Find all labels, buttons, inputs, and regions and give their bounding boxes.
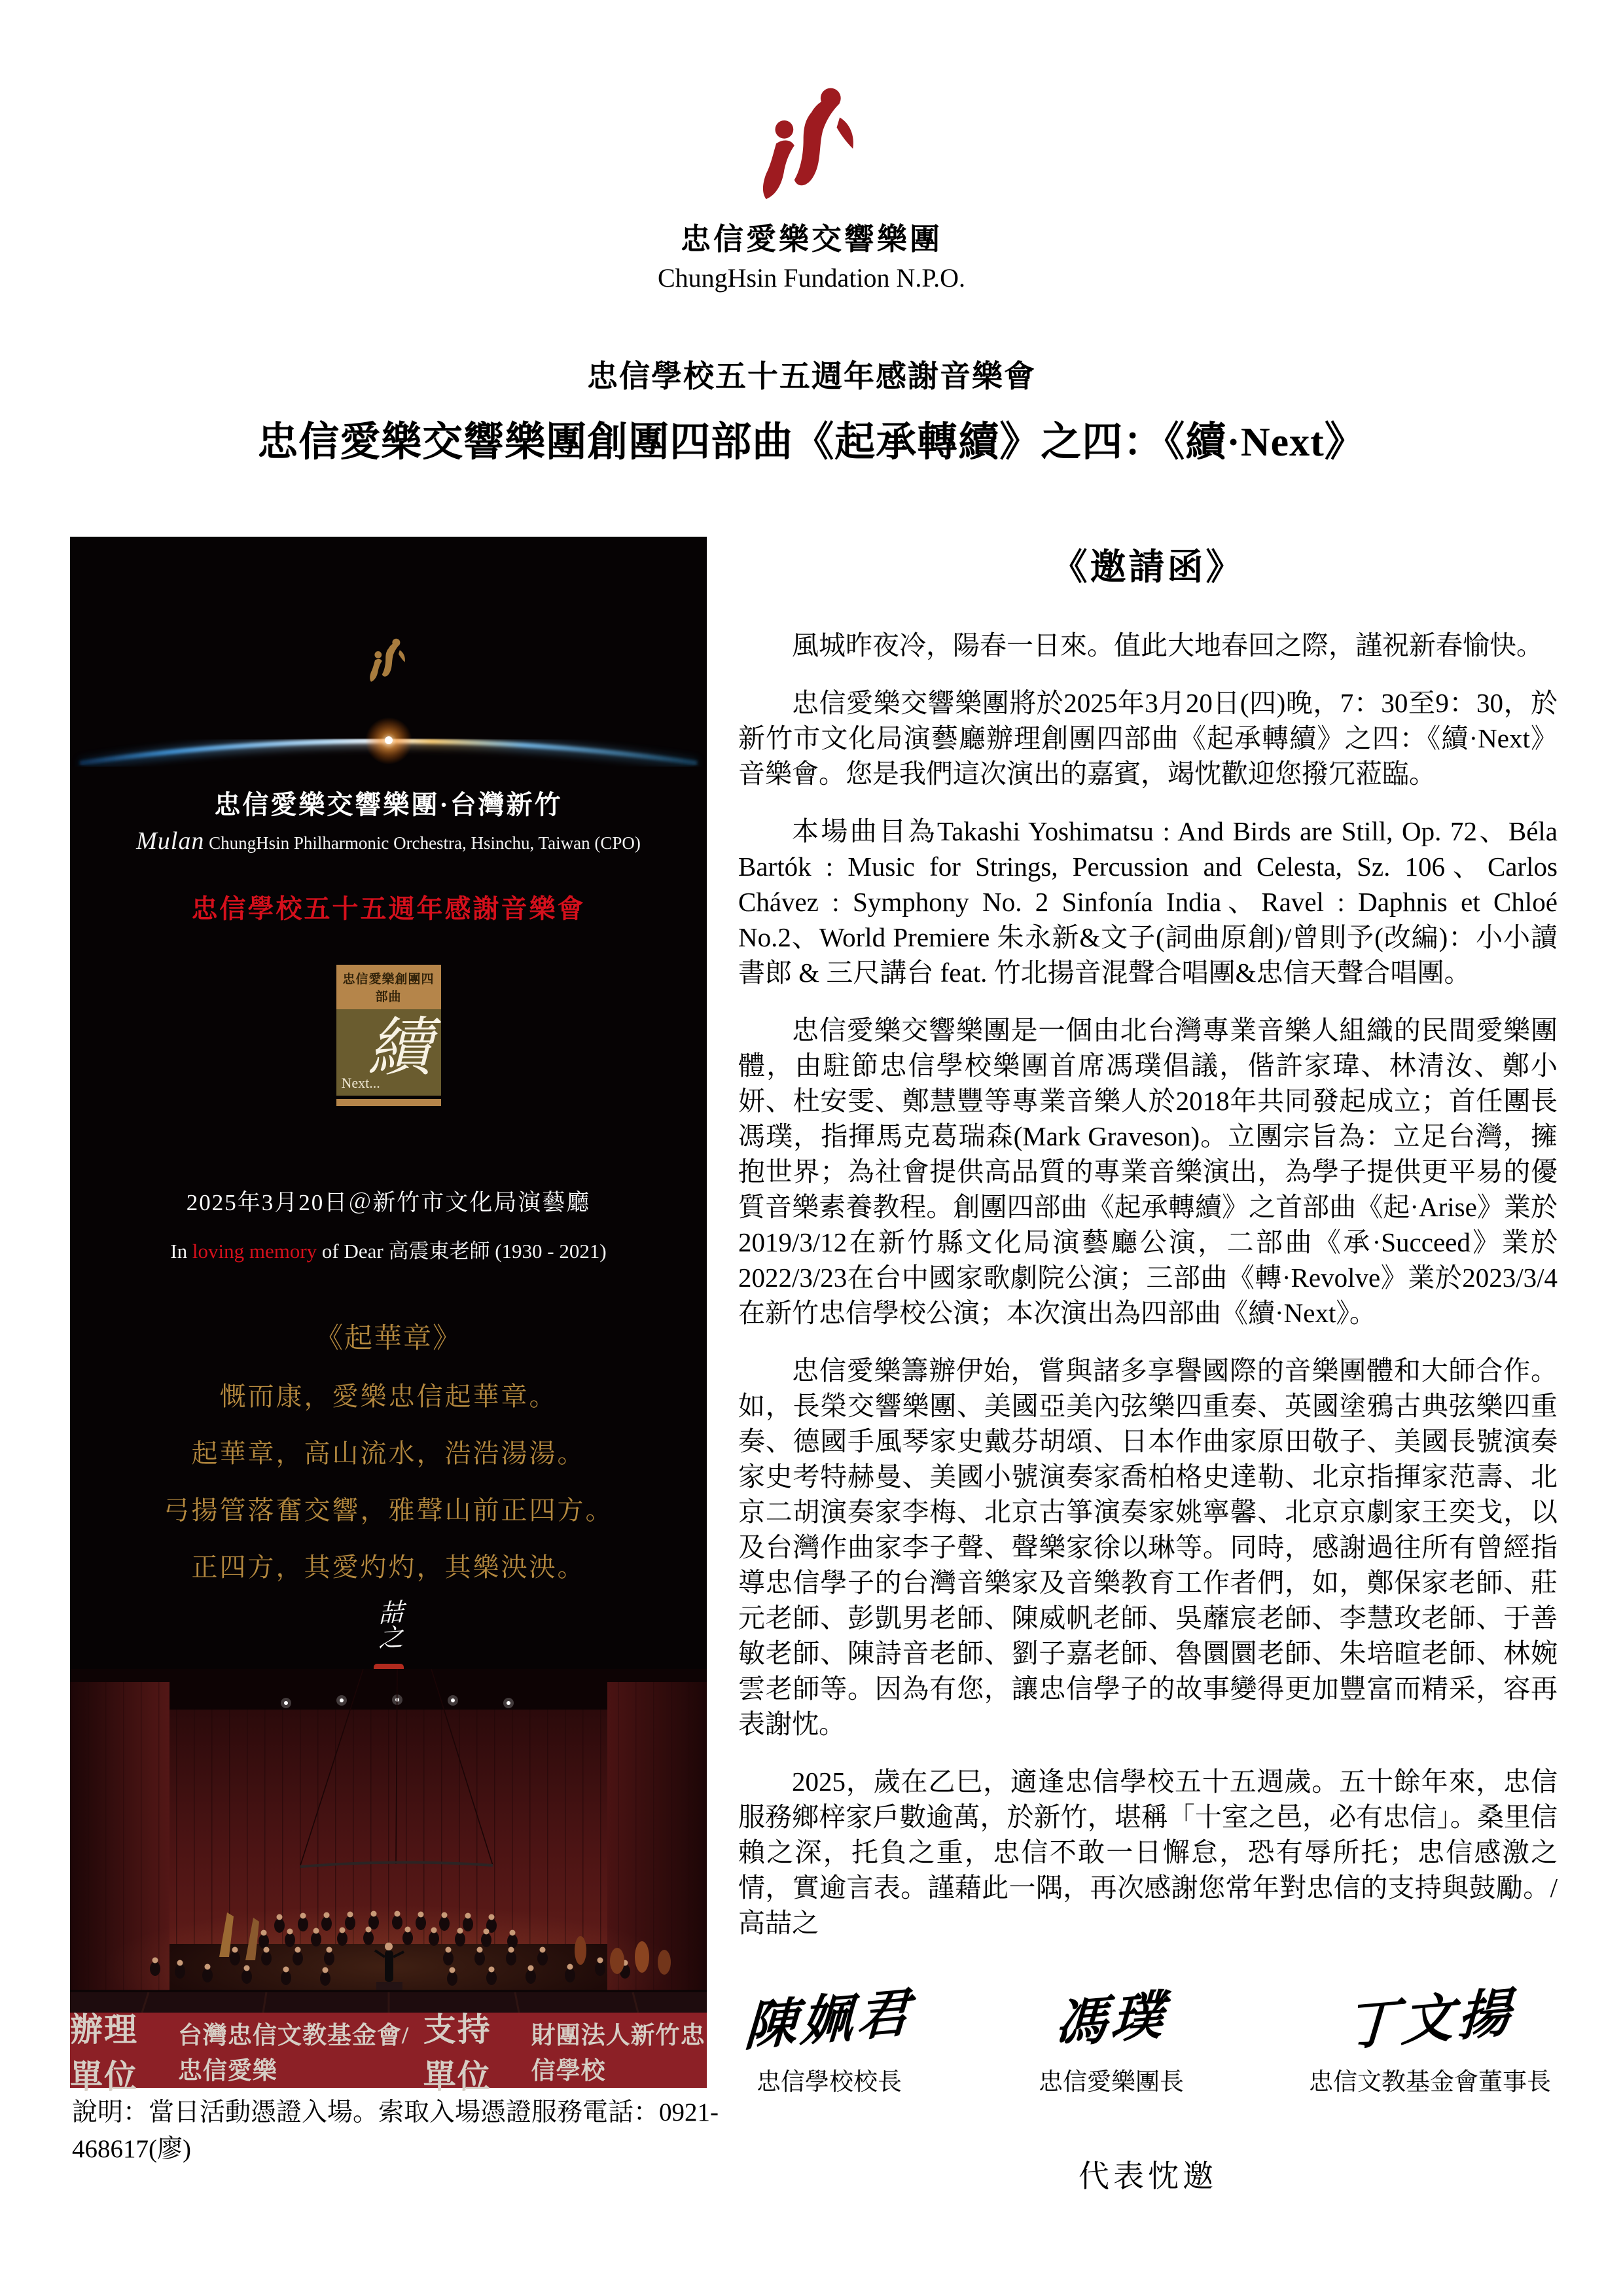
org-name-en: ChungHsin Fundation N.P.O. <box>657 263 966 293</box>
poster-org-en-rest: ChungHsin Philharmonic Orchestra, Hsinchu, Taiwan (CPO) <box>204 833 641 853</box>
signature-row <box>738 1977 1558 2097</box>
event-subtitle: 忠信學校五十五週年感謝音樂會 <box>587 360 1036 394</box>
poem-line: 正四方，其愛灼灼，其樂泱泱。 <box>191 1552 586 1582</box>
memorial-prefix: In <box>170 1240 192 1263</box>
badge-calligraphy-glyph: 續 <box>367 1013 432 1084</box>
signature-orchestra-director <box>1039 1977 1184 2097</box>
letter-heading: 《邀請函》 <box>1051 547 1245 587</box>
signature-title: 忠信學校校長 <box>757 2069 902 2096</box>
handwritten-signature: 陳姵君 <box>743 1984 915 2057</box>
invitation-letter <box>738 538 1558 2196</box>
signature-foundation-chairman <box>1309 1977 1551 2097</box>
closing-line: 代表忱邀 <box>1079 2160 1217 2194</box>
poem-line: 弓揚管落奮交響，雅聲山前正四方。 <box>163 1496 614 1525</box>
memorial-line <box>170 1234 606 1264</box>
poem-line: 慨而康，愛樂忠信起華章。 <box>219 1382 558 1411</box>
letter-paragraph: 忠信愛樂籌辦伊始，嘗與諸多享譽國際的音樂團體和大師合作。如，長榮交響樂團、美國亞美內弦樂四重奏、英國塗鴉古典弦樂四重奏、德國手風琴家史戴芬胡頌、日本作曲家原田敬子、美國長號演奏家史考特赫曼、美國小號演奏家喬柏格史達勒、北京指揮家范壽、北京二胡演奏家李梅、北京古箏演奏家姚寧馨、北京京劇家王奕戈，以及台灣作曲家李子聲、聲樂家徐以琳等。同時，感謝過往所有曾經指導忠信學子的台灣音樂家及音樂教育工作者們，如，鄭保家老師、莊元老師、彭凱男老師、陳威帆老師、吳蘼宸老師、李慧玫老師、于善敏老師、陳詩音老師、劉子嘉老師、魯圜圜老師、朱培暄老師、林婉雲老師等。因為有您，讓忠信學子的故事變得更加豐富而精采，容再表謝忱。 <box>738 1355 1558 1739</box>
supporter-label: 支持單位 <box>423 2011 491 2095</box>
organizer-label: 辦理單位 <box>70 2011 138 2095</box>
orchestra-stage-photo <box>70 1669 707 2013</box>
handwritten-signature: 馮璞 <box>1053 1986 1169 2054</box>
orchestra-logo-figures-icon <box>749 85 874 206</box>
series-badge-label: 忠信愛樂創團四部曲 <box>336 965 441 1009</box>
organizer-value: 台灣忠信文教基金會/忠信愛樂 <box>177 2022 410 2085</box>
poster-org-name-en <box>136 827 641 855</box>
poem-title: 《起華章》 <box>315 1323 462 1354</box>
letter-paragraph: 風城昨夜冷，陽春一日來。值此大地春回之際，謹祝新春愉快。 <box>792 630 1543 660</box>
supporter-value: 財團法人新竹忠信學校 <box>531 2022 705 2085</box>
handwritten-signature: 丁文揚 <box>1344 1984 1516 2057</box>
org-name-zh: 忠信愛樂交響樂團 <box>681 223 942 256</box>
poster-org-name-zh: 忠信愛樂交響樂團·台灣新竹 <box>214 790 563 819</box>
letter-paragraph: 忠信愛樂交響樂團是一個由北台灣專業音樂人組織的民間愛樂團體，由駐節忠信學校樂團首席馮璞倡議，偕許家瑋、林清汝、鄭小妍、杜安雯、鄭慧豐等專業音樂人於2018年共同發起成立；首任團長馮璞，指揮馬克葛瑞森(Mark Graveson)。立團宗旨為：立足台灣，擁抱世界；為社會提供高品質的專業音樂演出，為學子提供更平易的優質音樂素養教程。創團四部曲《起承轉續》之首部曲《起·Arise》業於2019/3/12在新竹縣文化局演藝廳公演，二部曲《承·Succeed》業於2022/3/23在台中國家歌劇院公演；三部曲《轉·Revolve》業於2023/3/4在新竹忠信學校公演；本次演出為四部曲《續·Next》。 <box>738 1015 1558 1328</box>
poster-event-title: 忠信學校五十五週年感謝音樂會 <box>191 894 586 924</box>
poster-logo-figures-icon <box>365 627 412 695</box>
badge-bottom-strip <box>336 1099 441 1106</box>
event-main-title: 忠信愛樂交響樂團創團四部曲《起承轉續》之四：《續·Next》 <box>257 420 1366 465</box>
signature-title: 忠信文教基金會董事長 <box>1309 2069 1551 2096</box>
calligraphy-signature: 喆之 <box>374 1598 402 1651</box>
poster-date-venue: 2025年3月20日＠新竹市文化局演藝廳 <box>186 1190 591 1215</box>
header <box>0 85 1623 293</box>
letter-paragraph: 本場曲目為Takashi Yoshimatsu : And Birds are Still, Op. 72、Béla Bartók : Music for Strings, Percussion and Celesta, Sz. 106、Carlos Chávez : Symphony No. 2 Sinfonía India、Ravel : Daphnis et Chloé No.2、World Premiere 朱永新&文子(詞曲原創)/曾則予(改編)：小小讀書郎 & 三尺講台 feat. 竹北揚音混聲合唱團&忠信天聲合唱團。 <box>738 816 1558 988</box>
earth-horizon-sunrise-graphic <box>70 699 707 778</box>
series-badge <box>336 965 441 1106</box>
title-block <box>0 352 1623 467</box>
memorial-suffix: of Dear 高震東老師 (1930 - 2021) <box>317 1240 607 1263</box>
memorial-highlight: loving memory <box>192 1240 317 1263</box>
concert-poster <box>70 537 707 2095</box>
admission-note: 說明：當日活動憑證入場。索取入場憑證服務電話：0921-468617(廖) <box>72 2098 719 2163</box>
poster-org-script-word: Mulan <box>136 827 205 855</box>
letter-paragraph: 2025，歲在乙巳，適逢忠信學校五十五週歲。五十餘年來，忠信服務鄉梓家戶數逾萬，於新竹，堪稱「十室之邑，必有忠信」。桑里信賴之深，托負之重，忠信不敢一日懈怠，恐有辱所托；忠信感激之情，實逾言表。謹藉此一隅，再次感謝您常年對忠信的支持與鼓勵。/高喆之 <box>738 1767 1558 1938</box>
signature-title: 忠信愛樂團長 <box>1039 2069 1184 2096</box>
signature-principal <box>745 1977 914 2097</box>
series-badge-body <box>336 1009 441 1096</box>
poster-footer-band <box>70 2011 707 2095</box>
poem-line: 起華章，高山流水，浩浩湯湯。 <box>191 1439 586 1468</box>
letter-paragraph: 忠信愛樂交響樂團將於2025年3月20日(四)晚，7：30至9：30，於新竹市文化局演藝廳辦理創團四部曲《起承轉續》之四：《續·Next》音樂會。您是我們這次演出的嘉賓，竭忱歡迎您撥冗蒞臨。 <box>738 688 1558 789</box>
badge-caption: Next... <box>341 1075 380 1091</box>
